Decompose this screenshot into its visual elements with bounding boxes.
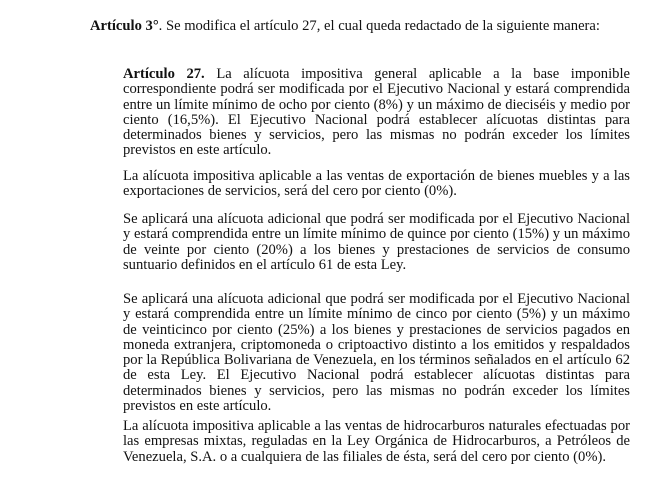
article-3-intro	[90, 19, 630, 34]
article-27-paragraph-1-text: La alícuota impositiva general aplicable a la base imponible correspondiente podrá ser modificada por el Ejecutivo Nacional y estará comprendida entre un límite mínimo de ocho por ciento (8%) y un máximo de dieciséis y medio por ciento (16,5%). El Ejecutivo Nacional podrá establecer alícuotas distintas para determinados bienes y servicios, pero las mismas no podrán exceder los límites previstos en este artículo.	[123, 66, 630, 159]
article-27-paragraph-2: La alícuota impositiva aplicable a las ventas de exportación de bienes muebles y a las exportaciones de servicios, será del cero por ciento (0%).	[123, 168, 630, 200]
article-27-paragraph-3: Se aplicará una alícuota adicional que podrá ser modificada por el Ejecutivo Nacional y estará comprendida entre un límite mínimo de quince por ciento (15%) y un máximo de veinte por ciento (20%) a los bienes y prestaciones de servicios de consumo suntuario definidos en el artículo 61 de esta Ley.	[123, 211, 630, 273]
article-27-paragraph-4: Se aplicará una alícuota adicional que podrá ser modificada por el Ejecutivo Nacional y estará comprendida entre un límite mínimo de cinco por ciento (5%) y un máximo de veinticinco por ciento (25%) a los bienes y prestaciones de servicios pagados en moneda extranjera, criptomoneda o criptoactivo distinto a los emitidos y respaldados por la República Bolivariana de Venezuela, en los términos señalados en el artículo 62 de esta Ley. El Ejecutivo Nacional podrá establecer alícuotas distintas para determinados bienes y servicios, pero las mismas no podrán exceder los límites previstos en este artículo.	[123, 291, 630, 415]
article-27-heading: Artículo 27.	[123, 66, 205, 82]
article-27-paragraph-5: La alícuota impositiva aplicable a las ventas de hidrocarburos naturales efectuadas por las empresas mixtas, reguladas en la Ley Orgánica de Hidrocarburos, a Petróleos de Venezuela, S.A. o a cualquiera de las filiales de ésta, será del cero por ciento (0%).	[123, 418, 630, 465]
article-3-heading: Artículo 3°	[90, 18, 159, 34]
article-27-paragraph-1	[123, 67, 630, 159]
article-3-text: . Se modifica el artículo 27, el cual queda redactado de la siguiente manera:	[158, 18, 600, 34]
